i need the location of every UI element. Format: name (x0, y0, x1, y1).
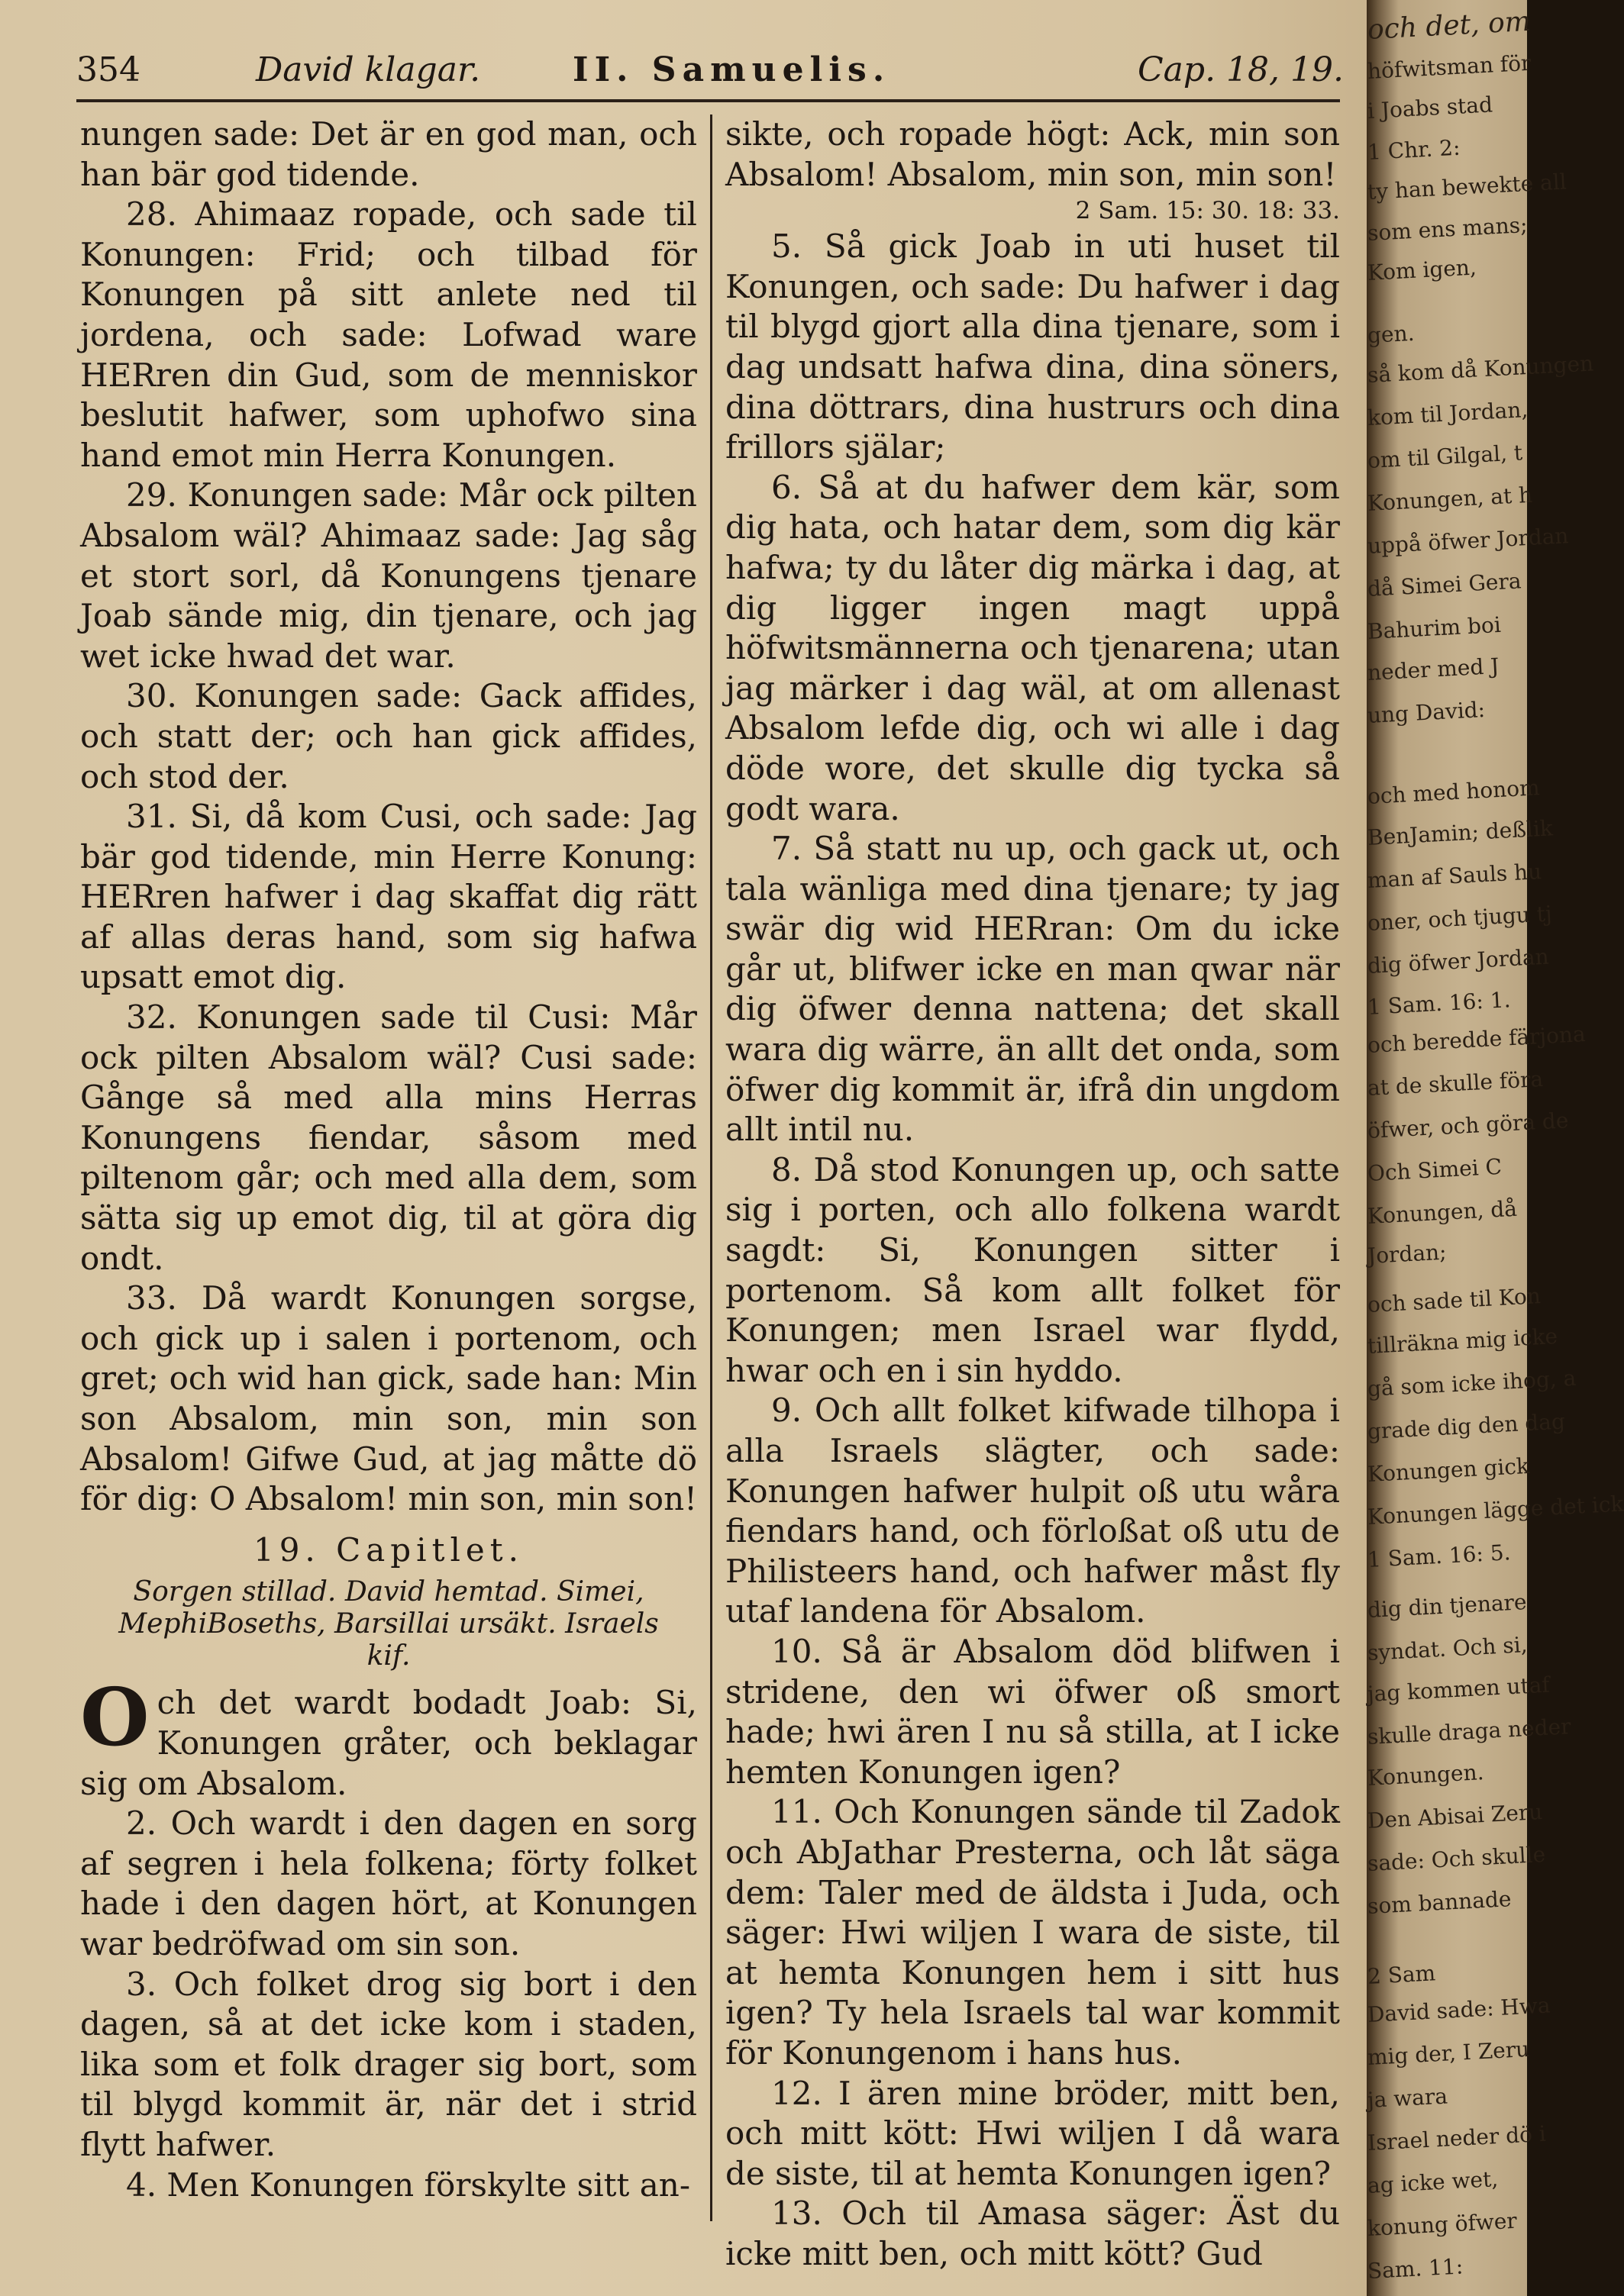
facing-line: gå som icke ihog, a (1367, 1365, 1577, 1401)
facing-line: och det, om (1366, 5, 1532, 46)
facing-line: skulle draga neder (1367, 1714, 1572, 1749)
verse-29: 29. Konungen sade: Mår ock pilten Absalom wäl? Ahimaaz sade: Jag såg et stort sorl, då Konungens tjenare Joab sände mig, din tjenare, och jag wet icke hwad det war. (80, 476, 697, 675)
facing-line: jag kommen utaf (1367, 1672, 1551, 1707)
facing-line: ung David: (1367, 696, 1486, 728)
facing-line: 1 Sam. 16: 1. (1367, 987, 1512, 1020)
verse-10: 10. Så är Absalom död blifwen i stridene, den wi öfwer oß smort hade; hwi ären I nu så stilla, at I icke hemten Konungen igen? (725, 1632, 1340, 1791)
page-number: 354 (76, 50, 140, 89)
facing-line: ty han bewekte all (1367, 169, 1567, 205)
facing-line: oner, och tjugu tj (1367, 901, 1553, 936)
left-column (80, 114, 697, 2205)
right-column (725, 114, 1340, 2274)
drop-cap: O (80, 1670, 150, 1765)
chapter-reference: Cap. 18, 19. (1138, 50, 1344, 89)
verse-8: 8. Då stod Konungen up, och satte sig i porten, och allo folkena wardt sagdt: Si, Konungen sitter i portenom. Så kom allt folket för Konungen; men Israel war flydd, hwar och en i sin hyddo. (725, 1150, 1340, 1389)
verse-4-continuation: sikte, och ropade högt: Ack, min son Absalom! Absalom, min son, min son! (725, 115, 1340, 193)
facing-line: kom til Jordan, (1367, 396, 1529, 430)
header-rule (76, 99, 1340, 102)
facing-line: Och Simei C (1367, 1153, 1503, 1186)
facing-line: och sade til Kon (1367, 1283, 1542, 1317)
running-title: David klagar. (256, 50, 481, 89)
cross-reference: 2 Sam. 15: 30. 18: 33. (1075, 197, 1340, 225)
facing-line: i Joabs stad (1367, 92, 1493, 124)
facing-line: som ens mans; (1367, 212, 1529, 246)
book-title: II. Samuelis. (573, 50, 891, 89)
facing-line: neder med J (1367, 653, 1500, 685)
facing-line: uppå öfwer Jordan (1367, 523, 1570, 559)
verse-5: 5. Så gick Joab in uti huset til Konungen, och sade: Du hafwer i dag til blygd gjort alla dina tjenare, som i dag undsatt hafwa dina, dina söners, dina döttrars, dina hustrurs och dina frillors själar; (725, 227, 1340, 466)
facing-line: ja wara (1367, 2083, 1448, 2113)
facing-line: gen. (1367, 320, 1416, 348)
facing-line: syndat. Och si, (1367, 1632, 1529, 1666)
verse-7: 7. Så statt nu up, och gack ut, och tala wänliga med dina tjenare; ty jag swär dig wid HERran: Om du icke går ut, blifwer icke en man qwar när dig öfwer denna nattena; det skall wara dig wärre, än allt det onda, som öfwer dig kommit är, ifrå din ungdom allt intil nu. (725, 830, 1340, 1149)
facing-line: Jordan; (1367, 1239, 1448, 1269)
verse-32: 32. Konungen sade til Cusi: Mår ock pilten Absalom wäl? Cusi sade: Gånge så med alla mins Herras Konungens fiendar, såsom med piltenom går; och med alla dem, som sätta sig up emot dig, til at göra dig ondt. (80, 998, 697, 1277)
facing-line: David sade: Hwa (1367, 1992, 1551, 2027)
facing-line: 2 Sam (1367, 1960, 1436, 1989)
facing-line: Konungen, då (1367, 1195, 1518, 1229)
verse-9: 9. Och allt folket kifwade tilhopa i alla Israels slägter, och sade: Konungen hafwer hulpit oß utu wåra fiendars hand, och förloßat oß utu de Philisteers hand, och hafwer måst fly utaf landena för Absalom. (725, 1391, 1340, 1630)
facing-line: och med honom (1367, 775, 1541, 809)
verse-1 (80, 1670, 697, 1804)
facing-line: man af Sauls hu (1367, 859, 1542, 893)
facing-line: konung öfwer (1367, 2207, 1518, 2241)
verse-continuation: nungen sade: Det är en god man, och han bär god tidende. (80, 115, 697, 193)
verse-4: 4. Men Konungen förskylte sitt an- (126, 2165, 691, 2204)
facing-line: Bahurim boi (1367, 611, 1502, 644)
verse-13: 13. Och til Amasa säger: Äst du icke mitt ben, och mitt kött? Gud (725, 2194, 1340, 2272)
verse-28: 28. Ahimaaz ropade, och sade til Konungen: Frid; och tilbad för Konungen på sitt anlete ned til jordena, och sade: Lofwad ware HERren din Gud, som de menniskor beslutit hafwer, som uphofwo sina hand emot min Herra Konungen. (80, 195, 697, 474)
verse-12: 12. I ären mine bröder, mitt ben, och mitt kött: Hwi wiljen I då wara de siste, til at hemta Konungen igen? (725, 2074, 1340, 2192)
facing-line: Den Abisai Zeru (1367, 1798, 1543, 1833)
verse-6: 6. Så at du hafwer dem kär, som dig hata, och hatar dem, som dig kär hafwa; ty du låter dig märka i dag, at dig ligger ingen magt uppå höfwitsmännerna och tjenarena; utan jag märker i dag wäl, at om allenast Absalom lefde dig, och wi alle i dag döde wore, det skulle dig tycka så godt wara. (725, 468, 1340, 827)
facing-line: dig öfwer Jordan (1367, 943, 1550, 979)
facing-line: BenJamin; deßlik (1367, 815, 1554, 850)
facing-line: 1 Sam. 16: 5. (1367, 1540, 1512, 1572)
facing-line: Israel neder dö i (1367, 2120, 1547, 2156)
facing-line: at de skulle föra (1367, 1066, 1544, 1101)
facing-page-edge (1366, 0, 1624, 2296)
facing-line: dig din tjenare (1367, 1589, 1528, 1623)
running-header (76, 47, 1344, 101)
facing-line: så kom då Konungen (1367, 350, 1594, 388)
facing-line: 1 Chr. 2: (1367, 134, 1461, 165)
verse-33: 33. Då wardt Konungen sorgse, och gick up i salen i portenom, och gret; och wid han gick, sade han: Min son Absalom, min son, min son Absalom! Gifwe Gud, at jag måtte dö för dig: O Absalom! min son, min son! (80, 1279, 698, 1518)
facing-line: då Simei Gera (1367, 568, 1522, 601)
facing-line: öfwer, och göra de (1367, 1108, 1570, 1143)
facing-line: tillräkna mig icke (1367, 1323, 1558, 1359)
verse-2: 2. Och wardt i den dagen en sorg af segren i hela folkena; förty folket hade i den dagen hört, at Konungen war bedröfwad om sin son. (80, 1804, 697, 1962)
verse-11: 11. Och Konungen sände til Zadok och AbJathar Presterna, och låt säga dem: Taler med de äldsta i Juda, och säger: Hwi wiljen I wara de siste, til at hemta Konungen hem i sitt hus igen? Ty hela Israels tal war kommit för Konungenom i hans hus. (725, 1793, 1340, 2072)
facing-line: mig der, I Zeru (1367, 2036, 1530, 2070)
facing-line: och beredde färjona (1367, 1021, 1587, 1058)
facing-line: Sam. 11: (1367, 2253, 1464, 2284)
facing-line: grade dig den dag (1367, 1408, 1566, 1444)
chapter-heading: 19. Capitlet. (253, 1530, 525, 1569)
verse-3: 3. Och folket drog sig bort i den dagen, så at det icke kom i staden, lika som et folk drager sig bort, som til blygd kommit är, när det i strid flytt hafwer. (80, 1965, 697, 2163)
facing-line: Kom igen, (1367, 254, 1477, 285)
chapter-summary: Sorgen stillad. David hemtad. Simei, MephiBoseths, Barsillai ursäkt. Israels kif. (118, 1576, 659, 1672)
facing-line: Konungen gick (1367, 1453, 1530, 1487)
facing-line: om til Gilgal, t (1367, 440, 1523, 473)
facing-line: Konungen lägge det ick (1367, 1491, 1624, 1530)
facing-line: ag icke wet, (1367, 2166, 1499, 2198)
facing-line: Konungen. (1367, 1759, 1485, 1791)
facing-line: som bannade (1367, 1886, 1513, 1919)
facing-line: Konungen, at h (1367, 482, 1533, 516)
column-divider (710, 114, 712, 2221)
facing-line: sade: Och skulle (1367, 1841, 1546, 1876)
verse-31: 31. Si, då kom Cusi, och sade: Jag bär god tidende, min Herre Konung: HERren hafwer i dag skaffat dig rätt af allas deras hand, som sig hafwa upsatt emot dig. (80, 798, 697, 996)
verse-30: 30. Konungen sade: Gack affides, och statt der; och han gick affides, och stod der. (80, 677, 697, 795)
facing-line: höfwitsman för (1367, 50, 1532, 84)
verse-1-text: ch det wardt bodadt Joab: Si, Konungen gråter, och beklagar sig om Absalom. (80, 1684, 697, 1802)
